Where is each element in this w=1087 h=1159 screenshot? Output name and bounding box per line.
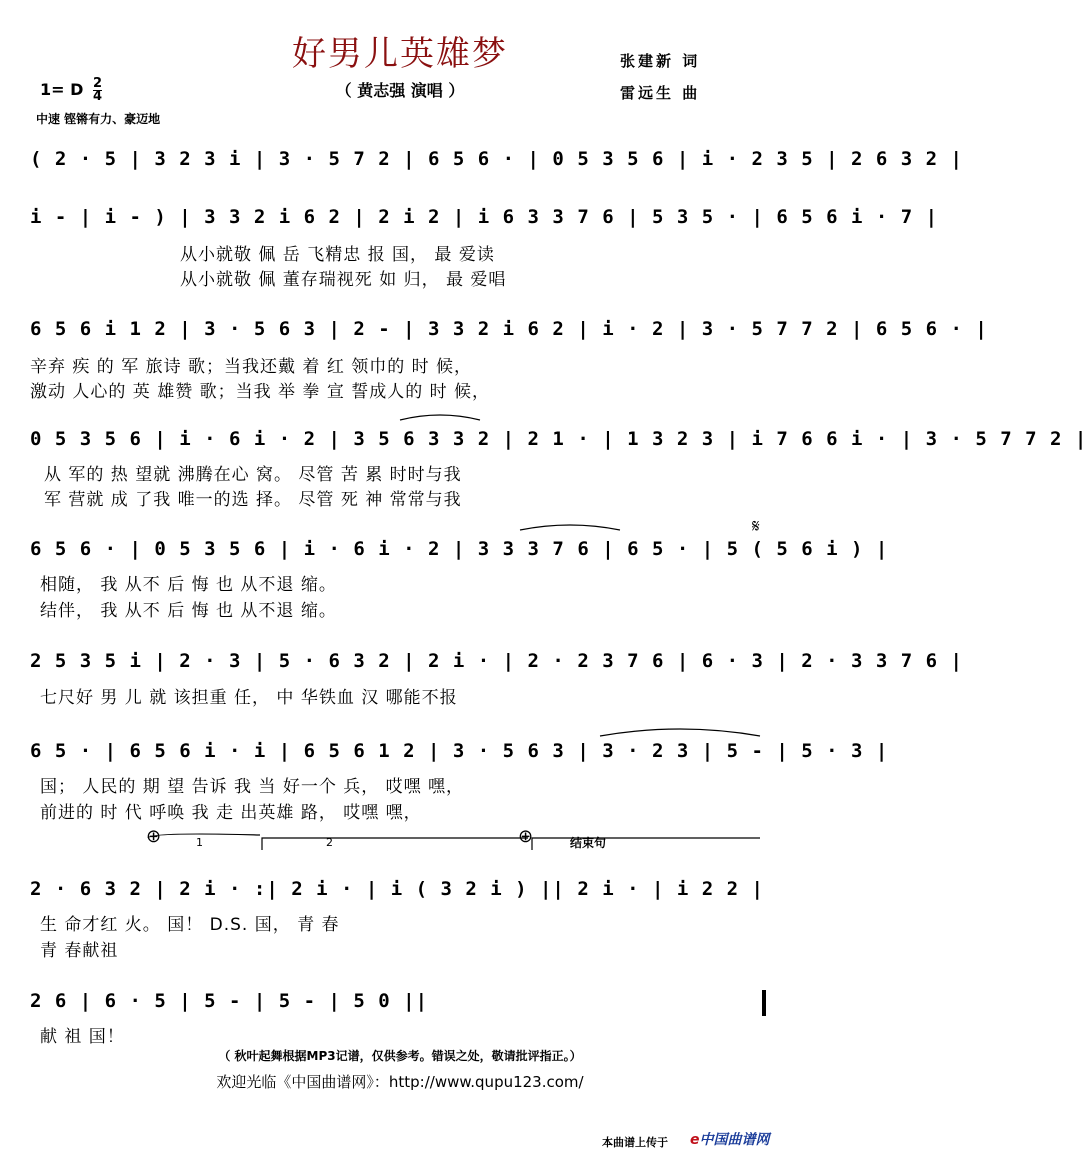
site-logo[interactable] xyxy=(690,1129,770,1149)
staff-line-6: 2 5 3 5 i | 2 · 3 | 5 · 6 3 2 | 2 i · | 2 · 2 3 7 6 | 6 · 3 | 2 · 3 3 7 6 | xyxy=(30,650,963,672)
coda-symbol-right: ⊕ xyxy=(518,826,534,847)
staff-line-7: 6 5 · | 6 5 6 i · i | 6 5 6 1 2 | 3 · 5 6 3 | 3 · 2 3 | 5 - | 5 · 3 | xyxy=(30,740,889,762)
staff-line-2: i - | i - ) | 3 3 2 i 6 2 | 2 i 2 | i 6 3 3 7 6 | 5 3 5 · | 6 5 6 i · 7 | xyxy=(30,206,939,228)
segno-symbol: 𝄋 xyxy=(752,516,760,537)
composer-credit: 雷远生 曲 xyxy=(620,84,701,102)
staff-line-4: 0 5 3 5 6 | i · 6 i · 2 | 3 5 6 3 3 2 | 2 1 · | 1 3 2 3 | i 7 6 6 i · | 3 · 5 7 7 2 | xyxy=(30,428,1087,450)
key-label: 1= D xyxy=(40,80,84,99)
lyric-line-3b: 激动 人心的 英 雄赞 歌；当我 举 拳 宣 誓成人的 时 候， xyxy=(30,382,491,402)
lyric-line-4b: 军 营就 成 了我 唯一的选 择。 尽管 死 神 常常与我 xyxy=(44,490,462,510)
volta-bracket-1 xyxy=(148,834,260,838)
welcome-text[interactable]: 欢迎光临《中国曲谱网》：http://www.qupu123.com/ xyxy=(216,1073,584,1091)
volta-1-label: 1 xyxy=(196,836,203,849)
upload-label: 本曲谱上传于 xyxy=(602,1136,668,1149)
song-title: 好男儿英雄梦 xyxy=(292,34,508,74)
logo-prefix: e xyxy=(690,1132,700,1148)
lyric-line-7a: 国； 人民的 期 望 告诉 我 当 好一个 兵， 哎嘿 嘿， xyxy=(40,777,465,797)
lyric-line-2a: 从小就敬 佩 岳 飞精忠 报 国， 最 爱读 xyxy=(180,245,495,265)
lyric-line-7b: 前进的 时 代 呼唤 我 走 出英雄 路， 哎嘿 嘿， xyxy=(40,803,422,823)
slur-line-5 xyxy=(520,525,620,530)
logo-main: 中国曲谱网 xyxy=(699,1132,770,1148)
slur-line-4 xyxy=(400,415,480,420)
lyric-line-8b: 青 春献祖 xyxy=(40,941,119,961)
lyric-line-2b: 从小就敬 佩 董存瑞视死 如 归， 最 爱唱 xyxy=(180,270,507,290)
staff-line-3: 6 5 6 i 1 2 | 3 · 5 6 3 | 2 - | 3 3 2 i 6 2 | i · 2 | 3 · 5 7 7 2 | 6 5 6 · | xyxy=(30,318,988,340)
lyric-line-6a: 七尺好 男 儿 就 该担重 任， 中 华铁血 汉 哪能不报 xyxy=(40,688,458,708)
singer-credit: （ 黄志强 演唱 ） xyxy=(335,81,465,100)
staff-line-1: ( 2 · 5 | 3 2 3 i | 3 · 5 7 2 | 6 5 6 · | 0 5 3 5 6 | i · 2 3 5 | 2 6 3 2 | xyxy=(30,148,963,170)
final-barline xyxy=(762,990,766,1016)
staff-line-8: 2 · 6 3 2 | 2 i · :| 2 i · | i ( 3 2 i ) || 2 i · | i 2 2 | xyxy=(30,878,764,900)
lyric-line-5a: 相随， 我 从不 后 悔 也 从不退 缩。 xyxy=(40,575,337,595)
lyric-line-9a: 献 祖 国！ xyxy=(40,1027,125,1047)
volta-bracket-2 xyxy=(262,838,528,850)
lyricist-credit: 张建新 词 xyxy=(620,52,701,70)
transcription-note: （ 秋叶起舞根据MP3记谱，仅供参考。错误之处，敬请批评指正。） xyxy=(218,1049,582,1063)
lyric-line-5b: 结伴， 我 从不 后 悔 也 从不退 缩。 xyxy=(40,601,337,621)
staff-line-9: 2 6 | 6 · 5 | 5 - | 5 - | 5 0 || xyxy=(30,990,429,1012)
ending-bracket xyxy=(532,838,760,850)
lyric-line-3a: 辛弃 疾 的 军 旅诗 歌；当我还戴 着 红 领巾的 时 候， xyxy=(30,357,473,377)
time-sig-top: 2 xyxy=(92,76,103,91)
lyric-line-8a: 生 命才红 火。 国！ D.S. 国， 青 春 xyxy=(40,915,340,935)
ending-label: 结束句 xyxy=(570,836,607,850)
time-sig-bottom: 4 xyxy=(92,89,103,104)
slur-line-7 xyxy=(600,729,760,736)
staff-line-5: 6 5 6 · | 0 5 3 5 6 | i · 6 i · 2 | 3 3 3 7 6 | 6 5 · | 5 ( 5 6 i ) | xyxy=(30,538,889,560)
coda-symbol-left: ⊕ xyxy=(146,826,162,847)
volta-2-label: 2 xyxy=(326,836,333,849)
tempo-marking: 中速 铿锵有力、豪迈地 xyxy=(36,112,161,126)
lyric-line-4a: 从 军的 热 望就 沸腾在心 窝。 尽管 苦 累 时时与我 xyxy=(44,465,462,485)
